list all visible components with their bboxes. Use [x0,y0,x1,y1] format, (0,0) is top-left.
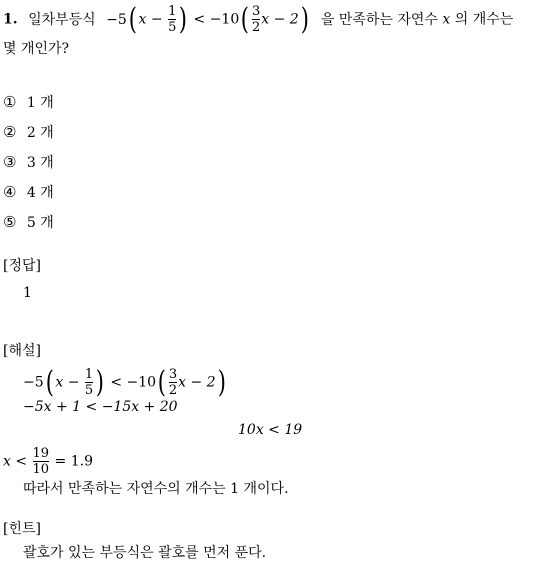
choice-2[interactable] [3,125,54,140]
fraction-one-fifth: $\frac{1}{5}$ [84,367,94,398]
answer-heading: [정답] [3,258,41,274]
choice-marker: ② [3,123,17,141]
hint-text: 괄호가 있는 부등식은 괄호를 먼저 푼다. [23,545,267,561]
choice-label: 5 개 [26,215,54,231]
choice-4[interactable] [3,185,54,200]
fraction-nineteen-tenths: $\frac{19}{10}$ [32,446,50,477]
choice-label: 4 개 [26,185,54,201]
solution-conclusion: 따라서 만족하는 자연수의 개수는 1 개이다. [23,481,289,497]
question-line-2: 몇 개인가? [3,41,70,57]
coef-left: −5 [106,11,127,28]
choice-marker: ① [3,93,17,111]
choice-marker: ④ [3,183,17,201]
choice-3[interactable] [3,155,54,170]
question-var: x [442,11,451,28]
question-intro: 일차부등식 [28,11,96,28]
coef-right: −10 [209,11,240,28]
solution-step-4: x < $\frac{19}{10}$ = 1.9 [3,446,93,477]
question-number: 1. [3,11,18,28]
choice-5[interactable] [3,215,54,230]
question-satisfy: 을 만족하는 자연수 [320,11,438,28]
choice-label: 1 개 [26,95,54,111]
choice-marker: ③ [3,153,17,171]
hint-heading: [힌트] [3,521,41,537]
choice-label: 2 개 [26,125,54,141]
fraction-one-fifth: $\frac{1}{5}$ [168,4,177,35]
choice-1[interactable] [3,95,54,110]
solution-step-3: 10x < 19 [238,422,303,438]
question-count-text: 의 개수는 [454,11,514,28]
var-x: x [138,11,147,28]
solution-step-1: −5( x − $\frac{1}{5}$ ) < −10( $\frac{3}{2}$ x − 2) [23,364,226,400]
solution-step-2: −5x + 1 < −15x + 20 [23,399,178,415]
fraction-three-halves: $\frac{3}{2}$ [251,4,261,35]
choice-label: 3 개 [26,155,54,171]
choice-marker: ⑤ [3,213,17,231]
question-line-1: 1. 일차부등식 −5( x − $\frac{1}{5}$ ) < −10( $\frac{3}{2}$ x − 2) 을 만족하는 자연수 x 의 개수는 [3,1,514,37]
solution-heading: [해설] [3,343,41,359]
fraction-three-halves: $\frac{3}{2}$ [168,367,178,398]
answer-value: 1 [23,285,32,301]
